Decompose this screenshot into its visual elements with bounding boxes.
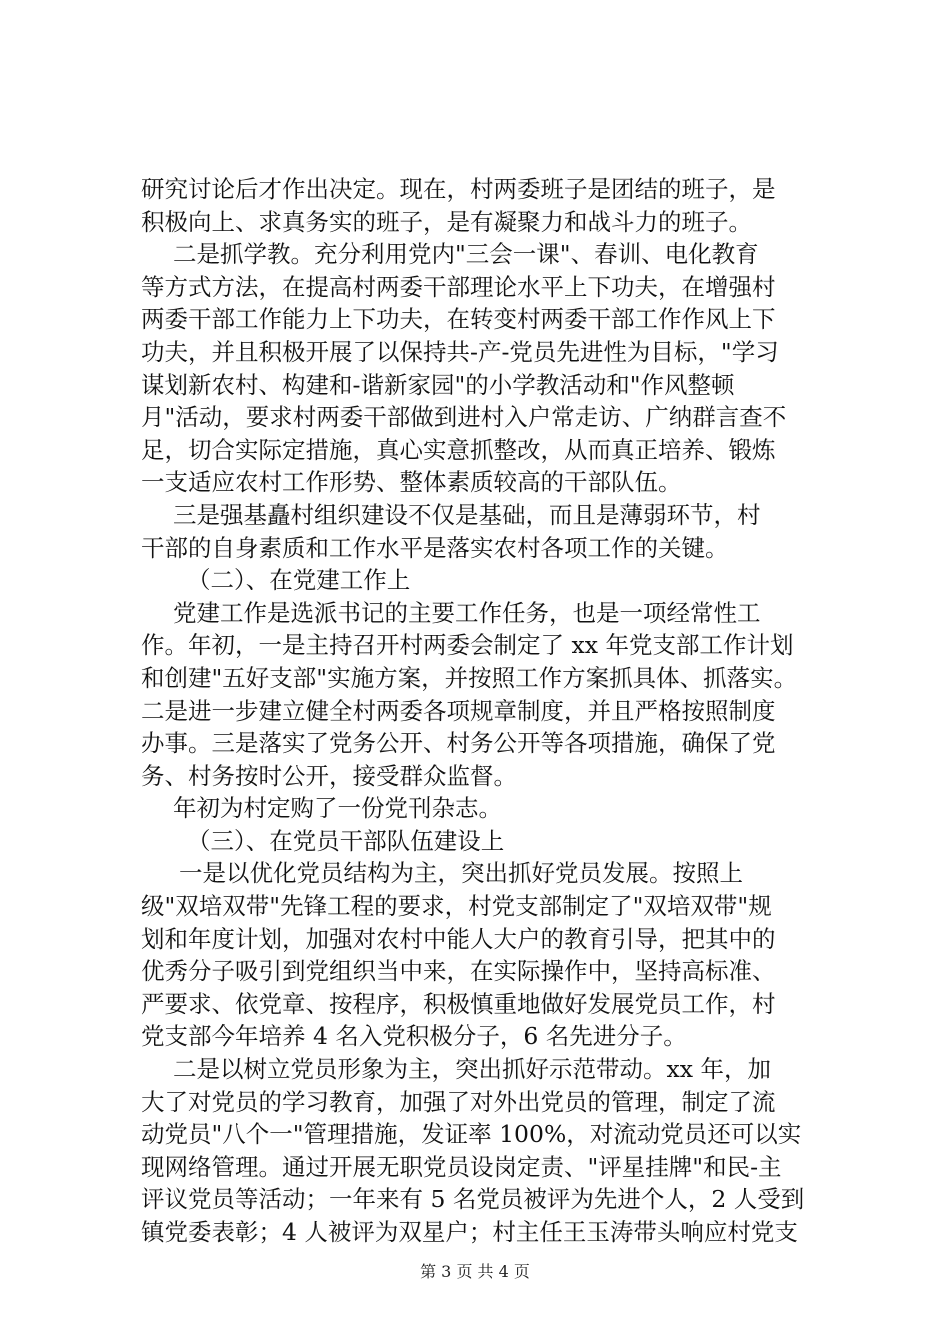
text-line: 两委干部工作能力上下功夫，在转变村两委干部工作作风上下 bbox=[141, 305, 776, 334]
text-line: 二是以树立党员形象为主，突出抓好示范带动。xx 年，加 bbox=[173, 1055, 771, 1084]
text-line: 积极向上、求真务实的班子，是有凝聚力和战斗力的班子。 bbox=[141, 207, 752, 236]
text-line: 严要求、依党章、按程序，积极慎重地做好发展党员工作，村 bbox=[141, 989, 776, 1018]
text-line: 镇党委表彰；4 人被评为双星户；村主任王玉涛带头响应村党支 bbox=[141, 1218, 798, 1246]
text-line: 作。年初，一是主持召开村两委会制定了 xx 年党支部工作计划 bbox=[141, 631, 794, 660]
text-line: 务、村务按时公开，接受群众监督。 bbox=[141, 761, 517, 790]
text-line: 党支部今年培养 4 名入党积极分子，6 名先进分子。 bbox=[141, 1022, 687, 1051]
text-line: 研究讨论后才作出决定。现在，村两委班子是团结的班子，是 bbox=[141, 175, 776, 203]
text-line: 二是进一步建立健全村两委各项规章制度，并且严格按照制度 bbox=[141, 696, 776, 725]
text-line: 评议党员等活动；一年来有 5 名党员被评为先进个人，2 人受到 bbox=[141, 1185, 805, 1214]
text-line: 现网络管理。通过开展无职党员设岗定责、"评星挂牌"和民-主 bbox=[141, 1152, 782, 1181]
text-line: 级"双培双带"先锋工程的要求，村党支部制定了"双培双带"规 bbox=[141, 892, 772, 921]
text-line: 三是强基矗村组织建设不仅是基础，而且是薄弱环节，村 bbox=[173, 500, 761, 529]
text-line: 二是抓学教。充分利用党内"三会一课"、春训、电化教育 bbox=[173, 240, 759, 269]
text-line: 谋划新农村、构建和-谐新家园"的小学教活动和"作风整顿 bbox=[141, 370, 735, 399]
text-line: 党建工作是选派书记的主要工作任务，也是一项经常性工 bbox=[173, 598, 761, 627]
text-line: 月"活动，要求村两委干部做到进村入户常走访、广纳群言查不 bbox=[141, 403, 787, 432]
text-line: 等方式方法，在提高村两委干部理论水平上下功夫，在增强村 bbox=[141, 272, 776, 301]
text-line: 大了对党员的学习教育，加强了对外出党员的管理，制定了流 bbox=[141, 1087, 776, 1116]
text-line: 和创建"五好支部"实施方案，并按照工作方案抓具体、抓落实。 bbox=[141, 663, 798, 692]
text-line: 一是以优化党员结构为主，突出抓好党员发展。按照上 bbox=[179, 859, 743, 888]
text-line: 动党员"八个一"管理措施，发证率 100%，对流动党员还可以实 bbox=[141, 1120, 802, 1149]
text-line: 一支适应农村工作形势、整体素质较高的干部队伍。 bbox=[141, 468, 682, 497]
document-body bbox=[141, 173, 831, 1249]
text-line: 划和年度计划，加强对农村中能人大户的教育引导，把其中的 bbox=[141, 924, 776, 953]
text-line: （二）、在党建工作上 bbox=[187, 566, 411, 595]
text-line: 功夫，并且积极开展了以保持共-产-党员先进性为目标，"学习 bbox=[141, 337, 779, 366]
page-footer: 第 3 页 共 4 页 bbox=[420, 1262, 530, 1281]
text-line: 干部的自身素质和工作水平是落实农村各项工作的关键。 bbox=[141, 533, 729, 562]
text-line: （三）、在党员干部队伍建设上 bbox=[187, 826, 505, 855]
text-line: 优秀分子吸引到党组织当中来，在实际操作中，坚持高标准、 bbox=[141, 957, 776, 986]
text-line: 年初为村定购了一份党刊杂志。 bbox=[173, 794, 502, 823]
text-line: 办事。三是落实了党务公开、村务公开等各项措施，确保了党 bbox=[141, 729, 776, 758]
text-line: 足，切合实际定措施，真心实意抓整改，从而真正培养、锻炼 bbox=[141, 435, 776, 464]
